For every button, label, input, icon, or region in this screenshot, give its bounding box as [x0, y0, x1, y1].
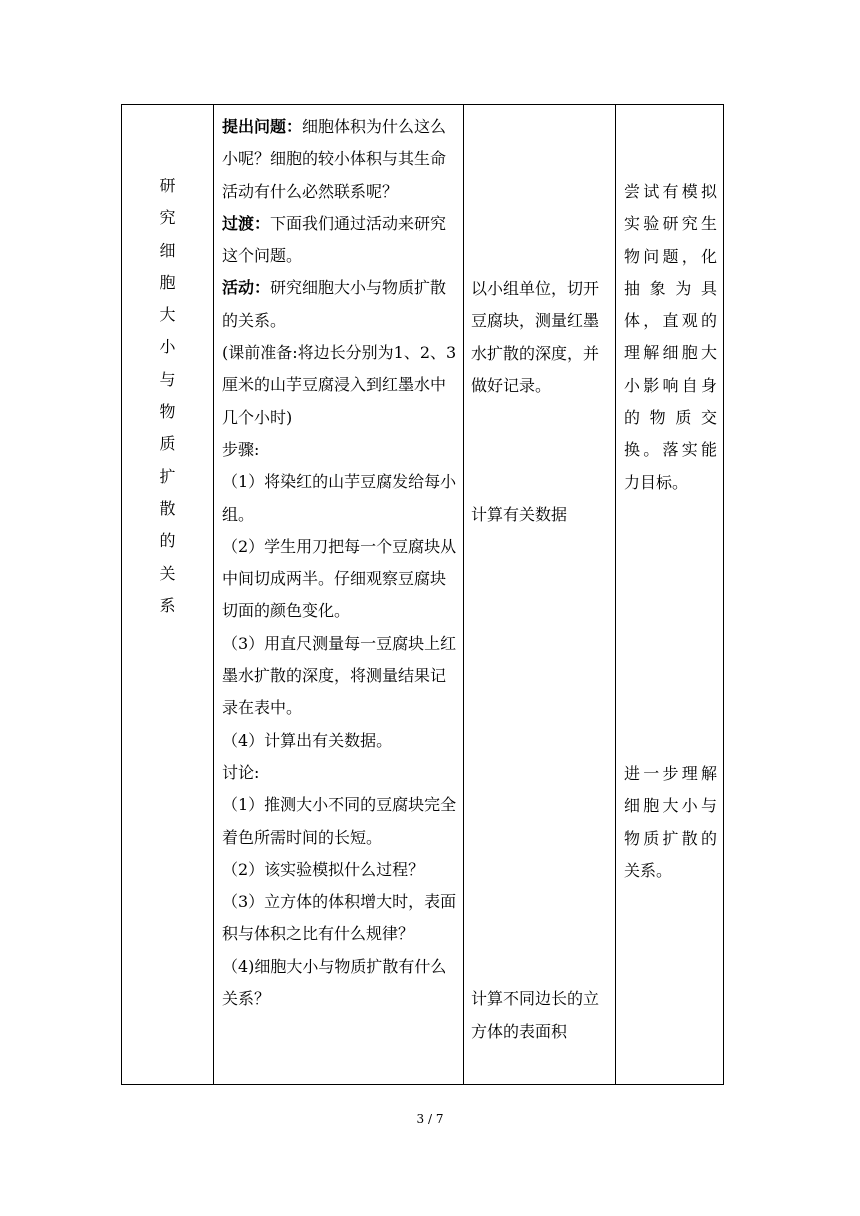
topic-cell: [122, 105, 214, 1085]
topic-char: 物: [159, 402, 176, 422]
design-intent-2: 进一步理解细胞大小与物质扩散的关系。: [624, 763, 717, 880]
topic-char: 细: [159, 240, 176, 260]
topic-char: 研: [159, 176, 176, 195]
steps-title: 步骤:: [222, 439, 260, 459]
activity-paragraph: [222, 272, 457, 337]
discussion-3: （3）立方体的体积增大时，表面积与体积之比有什么规律？: [222, 892, 457, 944]
topic-char: 与: [159, 369, 176, 389]
question-paragraph: [222, 111, 457, 208]
teaching-process-cell: [214, 105, 464, 1085]
topic-char: 系: [159, 595, 176, 615]
design-intent-1: 尝试有模拟实验研究生物问题，化抽象为具体，直观的理解细胞大小影响自身的物质交换。落实能力目标。: [624, 182, 717, 492]
topic-char: 的: [159, 531, 176, 551]
topic-char: 大: [159, 305, 176, 325]
topic-char: 散: [159, 498, 176, 518]
step-2: （2）学生用刀把每一个豆腐块从中间切成两半。仔细观察豆腐块切面的颜色变化。: [222, 536, 457, 621]
table-row: [122, 105, 724, 1085]
question-label: 提出问题：: [222, 117, 303, 136]
student-activity-1: 以小组单位，切开豆腐块，测量红墨水扩散的深度，并做好记录。: [471, 279, 600, 395]
question-text: 细胞体积为什么这么小呢？细胞的较小体积与其生命活动有什么必然联系呢？: [222, 117, 447, 201]
discussion-1: （1）推测大小不同的豆腐块完全着色所需时间的长短。: [222, 795, 457, 847]
discussion-2: （2）该实验模拟什么过程？: [222, 859, 425, 879]
design-intent-cell: [616, 105, 724, 1085]
step-1: （1）将染红的山芋豆腐发给每小组。: [222, 472, 457, 524]
transition-text: 下面我们通过活动来研究这个问题。: [222, 213, 447, 266]
student-activity-cell: [464, 105, 616, 1085]
step-3: （3）用直尺测量每一豆腐块上红墨水扩散的深度，将测量结果记录在表中。: [222, 633, 457, 718]
discussion-4: （4)细胞大小与物质扩散有什么关系？: [222, 956, 447, 1009]
transition-label: 过渡：: [222, 213, 271, 233]
transition-paragraph: [222, 208, 457, 273]
student-activity-3: 计算不同边长的立方体的表面积: [471, 989, 600, 1041]
activity-text: 研究细胞大小与物质扩散的关系。: [222, 278, 447, 330]
discussion-title: 讨论:: [222, 762, 260, 782]
step-4: （4）计算出有关数据。: [222, 730, 393, 750]
topic-char: 关: [159, 563, 176, 583]
topic-char: 质: [159, 434, 176, 454]
page-number: 3 / 7: [416, 1112, 444, 1126]
topic-char: 小: [159, 337, 176, 357]
topic-char: 究: [159, 208, 176, 228]
topic-char: 扩: [159, 466, 176, 486]
student-activity-2: 计算有关数据: [471, 505, 568, 525]
topic-char: 胞: [159, 272, 176, 292]
activity-label: 活动：: [222, 278, 271, 298]
lesson-plan-table: [121, 104, 724, 1085]
preparation-note: (课前准备:将边长分别为1、2、3厘米的山芋豆腐浸入到红墨水中几个小时): [222, 343, 457, 427]
